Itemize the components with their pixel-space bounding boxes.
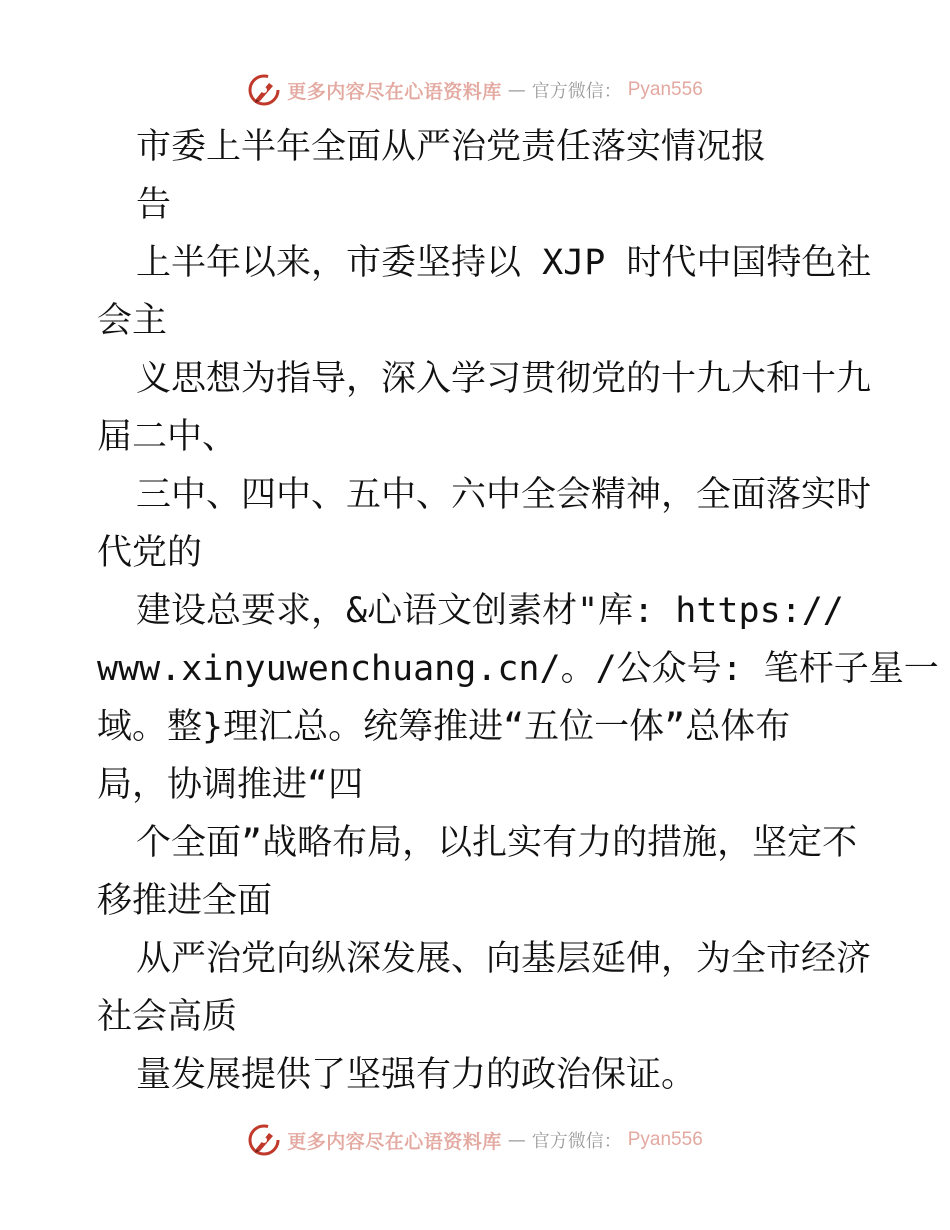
paragraph-line: 代党的 [97, 533, 203, 573]
paragraph-line: 个全面”战略布局，以扎实有力的措施，坚定不 [136, 823, 858, 863]
doc-title-line-1: 市委上半年全面从严治党责任落实情况报 [136, 127, 767, 167]
paragraph-line: 义思想为指导，深入学习贯彻党的十九大和十九 [136, 359, 872, 399]
footer-wechat-label: 官方微信： [531, 1131, 622, 1152]
footer-banner-content [247, 1123, 703, 1157]
paragraph-line: www.xinyuwenchuang.cn/。/公众号: 笔杆子星一 [97, 649, 939, 689]
paragraph-line: 社会高质 [97, 997, 238, 1037]
header-wechat-label: 官方微信： [531, 81, 622, 102]
paragraph-line: 上半年以来，市委坚持以 XJP 时代中国特色社 [136, 243, 872, 283]
header-promo-text: 更多内容尽在心语资料库 [287, 80, 502, 103]
paragraph-line: 局，协调推进“四 [97, 765, 364, 805]
paragraph-line: 移推进全面 [97, 881, 273, 921]
paragraph-line: 从严治党向纵深发展、向基层延伸，为全市经济 [136, 939, 872, 979]
header-wechat-id: Pyan556 [627, 79, 703, 100]
paragraph-line: 会主 [97, 301, 168, 341]
paragraph-line: 建设总要求，&心语文创素材"库: https:// [136, 591, 844, 631]
header-banner-content [247, 73, 703, 107]
paragraph-line: 届二中、 [97, 417, 238, 457]
header-separator: — [507, 79, 526, 101]
header-banner [0, 70, 950, 110]
doc-title-line-2: 告 [136, 185, 172, 225]
paragraph-line: 域。整}理汇总。统筹推进“五位一体”总体布 [97, 707, 791, 747]
paragraph-line: 三中、四中、五中、六中全会精神，全面落实时 [136, 475, 872, 515]
footer-promo-text: 更多内容尽在心语资料库 [287, 1130, 502, 1153]
pen-logo-icon [247, 73, 281, 107]
footer-separator: — [507, 1129, 526, 1151]
footer-banner [0, 1120, 950, 1160]
pen-logo-icon [247, 1123, 281, 1157]
footer-wechat-id: Pyan556 [627, 1129, 703, 1150]
paragraph-line: 量发展提供了坚强有力的政治保证。 [136, 1055, 697, 1095]
